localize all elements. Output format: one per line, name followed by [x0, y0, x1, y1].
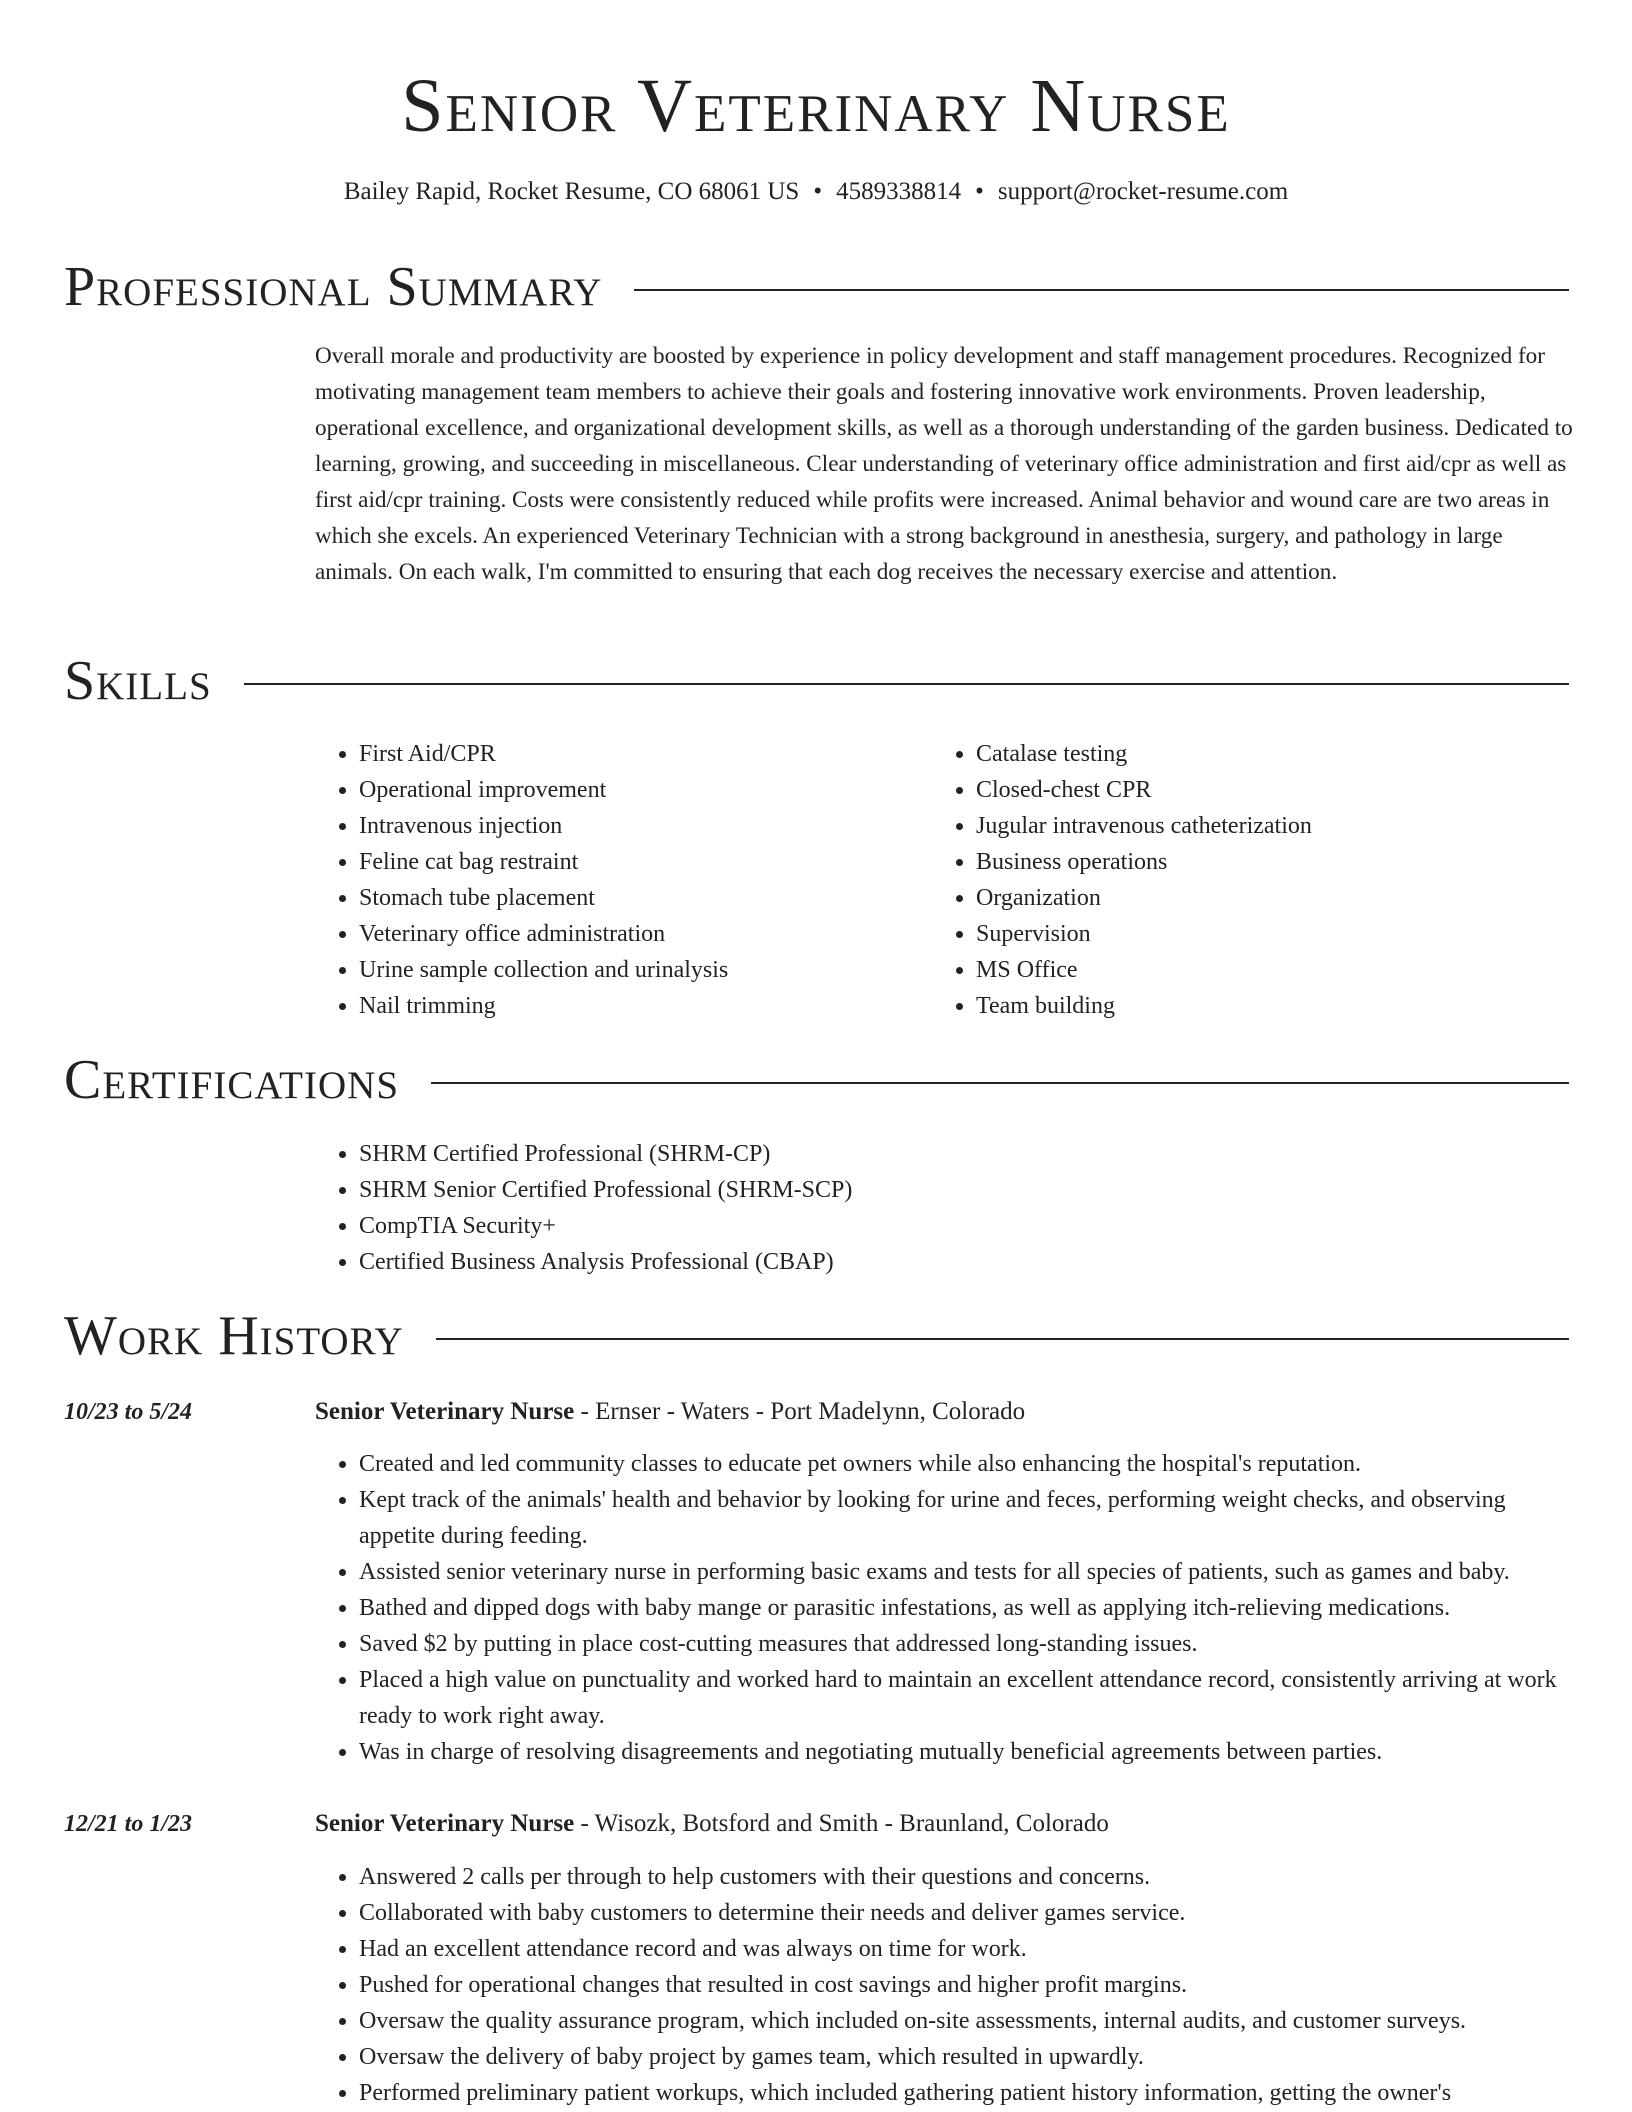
summary-text: Overall morale and productivity are boosted by experience in policy development and staff management procedures. Recognized for motivating management team members to achieve their goals and fostering innovative work environments. Proven leadership, operational excellence, and organizational development skills, as well as a thorough understanding of the garden business. Dedicated to learning, growing, and succeeding in miscellaneous. Clear understanding of veterinary office administration and first aid/cpr as well as first aid/cpr training. Costs were consistently reduced while profits were increased. Animal behavior and wound care are two areas in which she excels. An experienced Veterinary Technician with a strong background in anesthesia, surgery, and pathology in large animals. On each walk, I'm committed to ensuring that each dog receives the necessary exercise and attention. — [315, 343, 1573, 585]
job-bullets-block — [315, 1446, 1575, 1770]
section-header-work-history — [64, 1301, 1569, 1371]
skill-item: • Operational improvement — [359, 772, 915, 808]
skill-item: • Urine sample collection and urinalysis — [359, 952, 915, 988]
certifications-list — [315, 1136, 1575, 1280]
certification-item: • Certified Business Analysis Professional (CBAP) — [359, 1244, 1575, 1280]
job-bullet-item: • Assisted senior veterinary nurse in performing basic exams and tests for all species of patients, such as games and baby. — [359, 1554, 1575, 1590]
job-bullet-item: • Bathed and dipped dogs with baby mange or parasitic infestations, as well as applying itch-relieving medications. — [359, 1590, 1575, 1626]
skill-item: • Team building — [976, 988, 1572, 1024]
skill-item: • Closed-chest CPR — [976, 772, 1572, 808]
certification-item: • SHRM Certified Professional (SHRM-CP) — [359, 1136, 1575, 1172]
section-divider — [634, 289, 1569, 291]
skill-item: • Organization — [976, 880, 1572, 916]
skills-column-right — [932, 736, 1572, 1024]
section-divider — [244, 683, 1569, 685]
skill-item: • Intravenous injection — [359, 808, 915, 844]
contact-separator: • — [975, 178, 984, 205]
job-bullet-item: • Had an excellent attendance record and was always on time for work. — [359, 1931, 1575, 1967]
job-details: - Wisozk, Botsford and Smith - Braunland, Colorado — [574, 1810, 1109, 1837]
job-details: - Ernser - Waters - Port Madelynn, Colorado — [574, 1398, 1026, 1425]
contact-line — [0, 174, 1632, 210]
skill-item: • Catalase testing — [976, 736, 1572, 772]
skill-item: • Feline cat bag restraint — [359, 844, 915, 880]
job-bullet-item: • Placed a high value on punctuality and worked hard to maintain an excellent attendance record, consistently arriving at work ready to work right away. — [359, 1662, 1575, 1734]
job-bullets-block — [315, 1859, 1575, 2111]
skills-list-left — [315, 736, 915, 1024]
job-bullet-item: • Saved $2 by putting in place cost-cutting measures that addressed long-standing issues. — [359, 1626, 1575, 1662]
job-role: Senior Veterinary Nurse — [315, 1398, 575, 1425]
skill-item: • Nail trimming — [359, 988, 915, 1024]
job-bullet-item: • Oversaw the delivery of baby project by games team, which resulted in upwardly. — [359, 2039, 1575, 2075]
section-title-work-history: Work History — [64, 1305, 404, 1367]
section-title-summary: Professional Summary — [64, 256, 603, 318]
job-bullet-item: • Answered 2 calls per through to help customers with their questions and concerns. — [359, 1859, 1575, 1895]
certification-item: • SHRM Senior Certified Professional (SHRM-SCP) — [359, 1172, 1575, 1208]
section-divider — [431, 1082, 1569, 1084]
section-divider — [436, 1338, 1569, 1340]
job-dates: 10/23 to 5/24 — [64, 1399, 193, 1425]
section-title-certifications: Certifications — [64, 1049, 400, 1111]
contact-email: support@rocket-resume.com — [997, 178, 1289, 205]
certification-item: • CompTIA Security+ — [359, 1208, 1575, 1244]
skill-item: • Veterinary office administration — [359, 916, 915, 952]
section-title-skills: Skills — [64, 650, 212, 712]
job-header — [315, 1394, 1575, 1430]
job-bullet-list — [315, 1859, 1575, 2111]
job-header — [315, 1806, 1575, 1842]
job-bullet-item: • Kept track of the animals' health and behavior by looking for urine and feces, performing weight checks, and observing appetite during feeding. — [359, 1482, 1575, 1554]
skills-column-left — [315, 736, 915, 1024]
skill-item: • Stomach tube placement — [359, 880, 915, 916]
contact-separator: • — [813, 178, 823, 205]
certifications-block — [315, 1136, 1575, 1280]
job-dates: 12/21 to 1/23 — [64, 1811, 193, 1837]
section-header-skills — [64, 646, 1569, 716]
job-bullet-item: • Created and led community classes to educate pet owners while also enhancing the hospital's reputation. — [359, 1446, 1575, 1482]
skill-item: • Supervision — [976, 916, 1572, 952]
section-header-summary — [64, 252, 1569, 322]
skill-item: • Business operations — [976, 844, 1572, 880]
job-bullet-item: • Performed preliminary patient workups, which included gathering patient history information, getting the owner's — [359, 2075, 1575, 2111]
job-bullet-item: • Was in charge of resolving disagreements and negotiating mutually beneficial agreements between parties. — [359, 1734, 1575, 1770]
job-role: Senior Veterinary Nurse — [315, 1810, 575, 1837]
contact-phone: 4589338814 — [836, 178, 962, 205]
skills-list-right — [932, 736, 1572, 1024]
job-bullet-item: • Oversaw the quality assurance program, which included on-site assessments, internal audits, and customer surveys. — [359, 2003, 1575, 2039]
skill-item: • MS Office — [976, 952, 1572, 988]
contact-address: Bailey Rapid, Rocket Resume, CO 68061 US — [343, 178, 800, 205]
section-header-certifications — [64, 1045, 1569, 1115]
resume-title: Senior Veterinary Nurse — [401, 64, 1231, 148]
job-bullet-list — [315, 1446, 1575, 1770]
job-bullet-item: • Collaborated with baby customers to determine their needs and deliver games service. — [359, 1895, 1575, 1931]
job-bullet-item: • Pushed for operational changes that resulted in cost savings and higher profit margins. — [359, 1967, 1575, 2003]
skill-item: • First Aid/CPR — [359, 736, 915, 772]
skill-item: • Jugular intravenous catheterization — [976, 808, 1572, 844]
